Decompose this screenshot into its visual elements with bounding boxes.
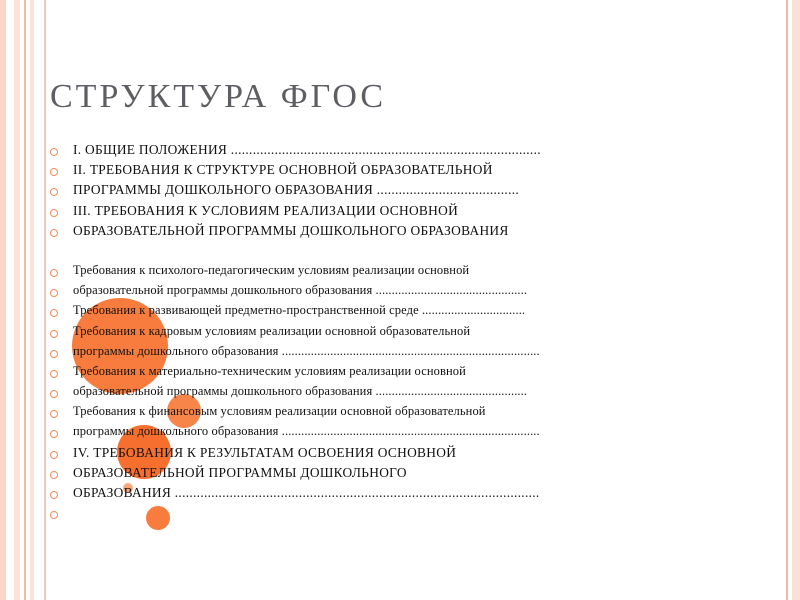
list-item-text: ОБРАЗОВАНИЯ .................................................................................................... [73,485,540,500]
list-item [50,182,750,202]
bullet-circle-icon [50,410,58,418]
bullet-list [50,142,750,525]
bullet-circle-icon [50,168,58,176]
list-item [50,303,750,323]
bullet-circle-icon [50,148,58,156]
list-item [50,344,750,364]
list-item-text: III. ТРЕБОВАНИЯ К УСЛОВИЯМ РЕАЛИЗАЦИИ ОСНОВНОЙ [73,202,459,218]
bullet-circle-icon [50,390,58,398]
bullet-circle-icon [50,269,58,277]
list-spacer [50,243,750,263]
bullet-circle-icon [50,289,58,297]
list-item-text: программы дошкольного образования ................................................................................ [73,343,540,358]
list-item [50,324,750,344]
bullet-circle-icon [50,430,58,438]
list-item [50,445,750,465]
bullet-circle-icon [50,370,58,378]
list-item-text: Требования к развивающей предметно-пространственной среде ................................ [73,303,526,318]
list-item-text: ПРОГРАММЫ ДОШКОЛЬНОГО ОБРАЗОВАНИЯ ....................................... [73,182,520,198]
list-item-text: II. ТРЕБОВАНИЯ К СТРУКТУРЕ ОСНОВНОЙ ОБРАЗОВАТЕЛЬНОЙ [73,162,493,178]
list-item-text: образовательной программы дошкольного образования ............................................... [73,283,528,298]
list-item [50,223,750,243]
bullet-circle-icon [50,330,58,338]
list-item [50,162,750,182]
list-item-text: Требования к материально-техническим условиям реализации основной [73,363,466,378]
decor-stripe [792,0,800,600]
bullet-circle-icon [50,209,58,217]
list-item-text: ОБРАЗОВАТЕЛЬНОЙ ПРОГРАММЫ ДОШКОЛЬНОГО ОБРАЗОВАНИЯ [73,222,509,238]
slide-title: СТРУКТУРА ФГОС [50,78,387,115]
list-item-text: программы дошкольного образования ................................................................................ [73,424,540,439]
bullet-circle-icon [50,491,58,499]
bullet-circle-icon [50,511,58,519]
decor-stripe [14,0,20,600]
decor-stripe [0,0,6,600]
list-item [50,505,750,525]
list-item-text: IV. ТРЕБОВАНИЯ К РЕЗУЛЬТАТАМ ОСВОЕНИЯ ОСНОВНОЙ [73,444,457,460]
list-item-text: ОБРАЗОВАТЕЛЬНОЙ ПРОГРАММЫ ДОШКОЛЬНОГО [73,464,407,480]
decor-stripe [44,0,46,600]
list-item [50,203,750,223]
list-item [50,384,750,404]
list-item-text: I. ОБЩИЕ ПОЛОЖЕНИЯ ..................................................................................... [73,142,541,157]
list-item [50,364,750,384]
decor-stripe [786,0,788,600]
list-item-text: образовательной программы дошкольного образования ............................................... [73,384,528,399]
bullet-circle-icon [50,309,58,317]
list-item-text: Требования к психолого-педагогическим условиям реализации основной [73,262,470,277]
bullet-circle-icon [50,471,58,479]
decor-stripe [24,0,26,600]
list-item [50,465,750,485]
list-item [50,404,750,424]
list-item [50,142,750,162]
list-item [50,263,750,283]
list-item [50,485,750,505]
bullet-circle-icon [50,451,58,459]
bullet-circle-icon [50,350,58,358]
bullet-circle-icon [50,188,58,196]
list-item-text: Требования к кадровым условиям реализации основной образовательной [73,323,471,338]
list-item [50,283,750,303]
list-item [50,424,750,444]
decor-stripe [30,0,34,600]
bullet-circle-icon [50,229,58,237]
list-item-text: Требования к финансовым условиям реализации основной образовательной [73,404,486,419]
